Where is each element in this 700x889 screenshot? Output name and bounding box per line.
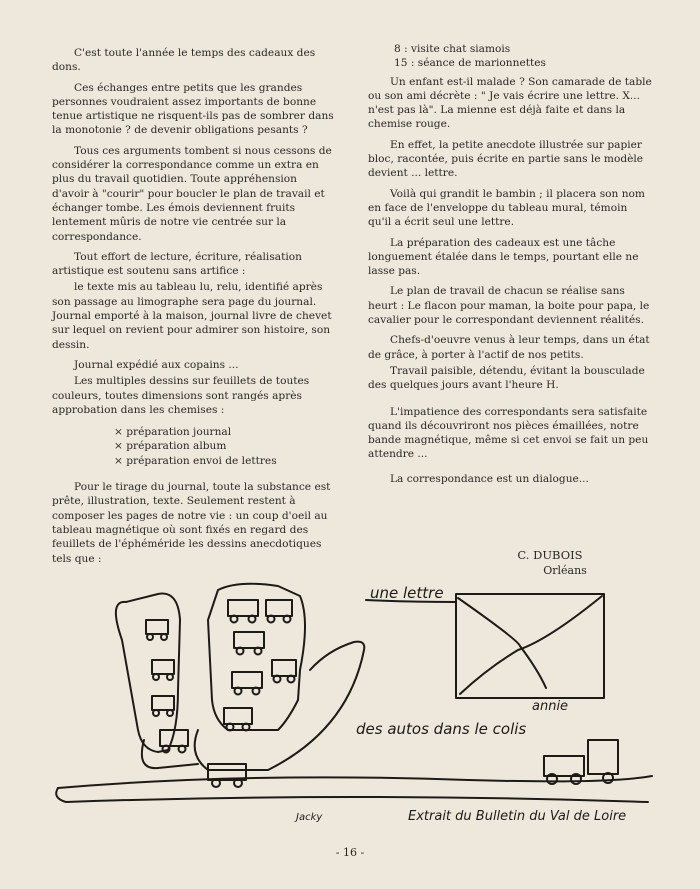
schedule-item: 15 : séance de marionnettes — [394, 57, 546, 70]
folder-list — [114, 425, 334, 468]
paragraph: le texte mis au tableau lu, relu, identifié après son passage au limographe sera page du journal. Journal emporté à la maison, journal livre de chevet sur lequel on revient pour admirer son histoire, son dessin. — [52, 281, 332, 351]
paragraph: En effet, la petite anecdote illustrée sur papier bloc, racontée, puis écrite en partie sans le modèle devient ... lettre. — [368, 138, 644, 180]
page-number: - 16 - — [335, 846, 365, 859]
paragraph: Pour le tirage du journal, toute la substance est prête, illustration, texte. Seulement restent à composer les pages de notre vie : un coup d'oeil au tableau magnétique où sont fixés en regard des feuillets de l'éphéméride les dessins anecdotiques tels que : — [52, 481, 331, 565]
caption-une-lettre: une lettre — [370, 584, 444, 602]
paragraph: Tous ces arguments tombent si nous cessons de considérer la correspondance comme un extra en plus du travail quotidien. Toute appréhension d'avoir à "courir" pour boucler le plan de travail et échanger tombe. Les émois deviennent fruits lentement mûris de notre vie centrée sur la correspondance. — [52, 144, 332, 243]
paragraph: L'impatience des correspondants sera satisfaite quand ils découvriront nos pièces émaillées, notre bande magnétique, même si cet envoi se fait un peu attendre ... — [368, 405, 649, 461]
paragraph: Chefs-d'oeuvre venus à leur temps, dans un état de grâce, à porter à l'actif de nos petits. — [368, 334, 650, 361]
paragraph: C'est toute l'année le temps des cadeaux des dons. — [52, 47, 316, 74]
author-city: Orléans — [543, 564, 587, 577]
road-sketch — [56, 740, 652, 802]
closing-line: La correspondance est un dialogue... — [390, 472, 589, 485]
parcel-sketch — [116, 584, 364, 770]
caption-source: Extrait du Bulletin du Val de Loire — [408, 809, 627, 824]
paragraph: Le plan de travail de chacun se réalise sans heurt : Le flacon pour maman, la boite pour papa, le cavalier pour le correspondant deviennent réalités. — [368, 285, 650, 327]
paragraph: Travail paisible, détendu, évitant la bousculade des quelques jours avant l'heure H. — [368, 364, 645, 392]
caption-annie: annie — [532, 699, 569, 714]
paragraph: Ces échanges entre petits que les grandes personnes voudraient assez importants de bonne tenue artistique ne risquent-ils pas de sombrer dans la monotonie ? de devenir obligations pesants ? — [52, 81, 334, 137]
paragraph: Les multiples dessins sur feuillets de toutes couleurs, toutes dimensions sont rangés après approbation dans les chemises : — [52, 375, 310, 416]
author-name: C. DUBOIS — [517, 548, 583, 562]
paragraph: Journal expédié aux copains ... — [74, 358, 239, 371]
signature — [490, 548, 610, 578]
paragraph: La préparation des cadeaux est une tâche longuement étalée dans le temps, pourtant elle ne lasse pas. — [368, 236, 639, 278]
caption-jacky: Jacky — [296, 812, 323, 823]
caption-autos: des autos dans le colis — [356, 720, 527, 738]
right-column — [368, 42, 652, 492]
paragraph: Un enfant est-il malade ? Son camarade de table ou son ami décrète : " Je vais écrire une lettre. X... n'est pas là". La mienne est déjà faite et dans la chemise rouge. — [368, 75, 652, 131]
left-column — [52, 46, 334, 572]
schedule — [368, 42, 652, 71]
paragraph: Tout effort de lecture, écriture, réalisation artistique est soutenu sans artifice : — [52, 250, 302, 278]
list-item: × préparation envoi de lettres — [114, 454, 334, 468]
letter-sketch — [366, 594, 604, 698]
child-drawing — [48, 580, 668, 830]
paragraph: Voilà qui grandit le bambin ; il placera son nom en face de l'enveloppe du tableau mural, témoin qu'il a écrit seul une lettre. — [368, 187, 645, 229]
list-item: × préparation album — [114, 439, 334, 453]
list-item: × préparation journal — [114, 425, 334, 439]
schedule-item: 8 : visite chat siamois — [394, 43, 511, 55]
